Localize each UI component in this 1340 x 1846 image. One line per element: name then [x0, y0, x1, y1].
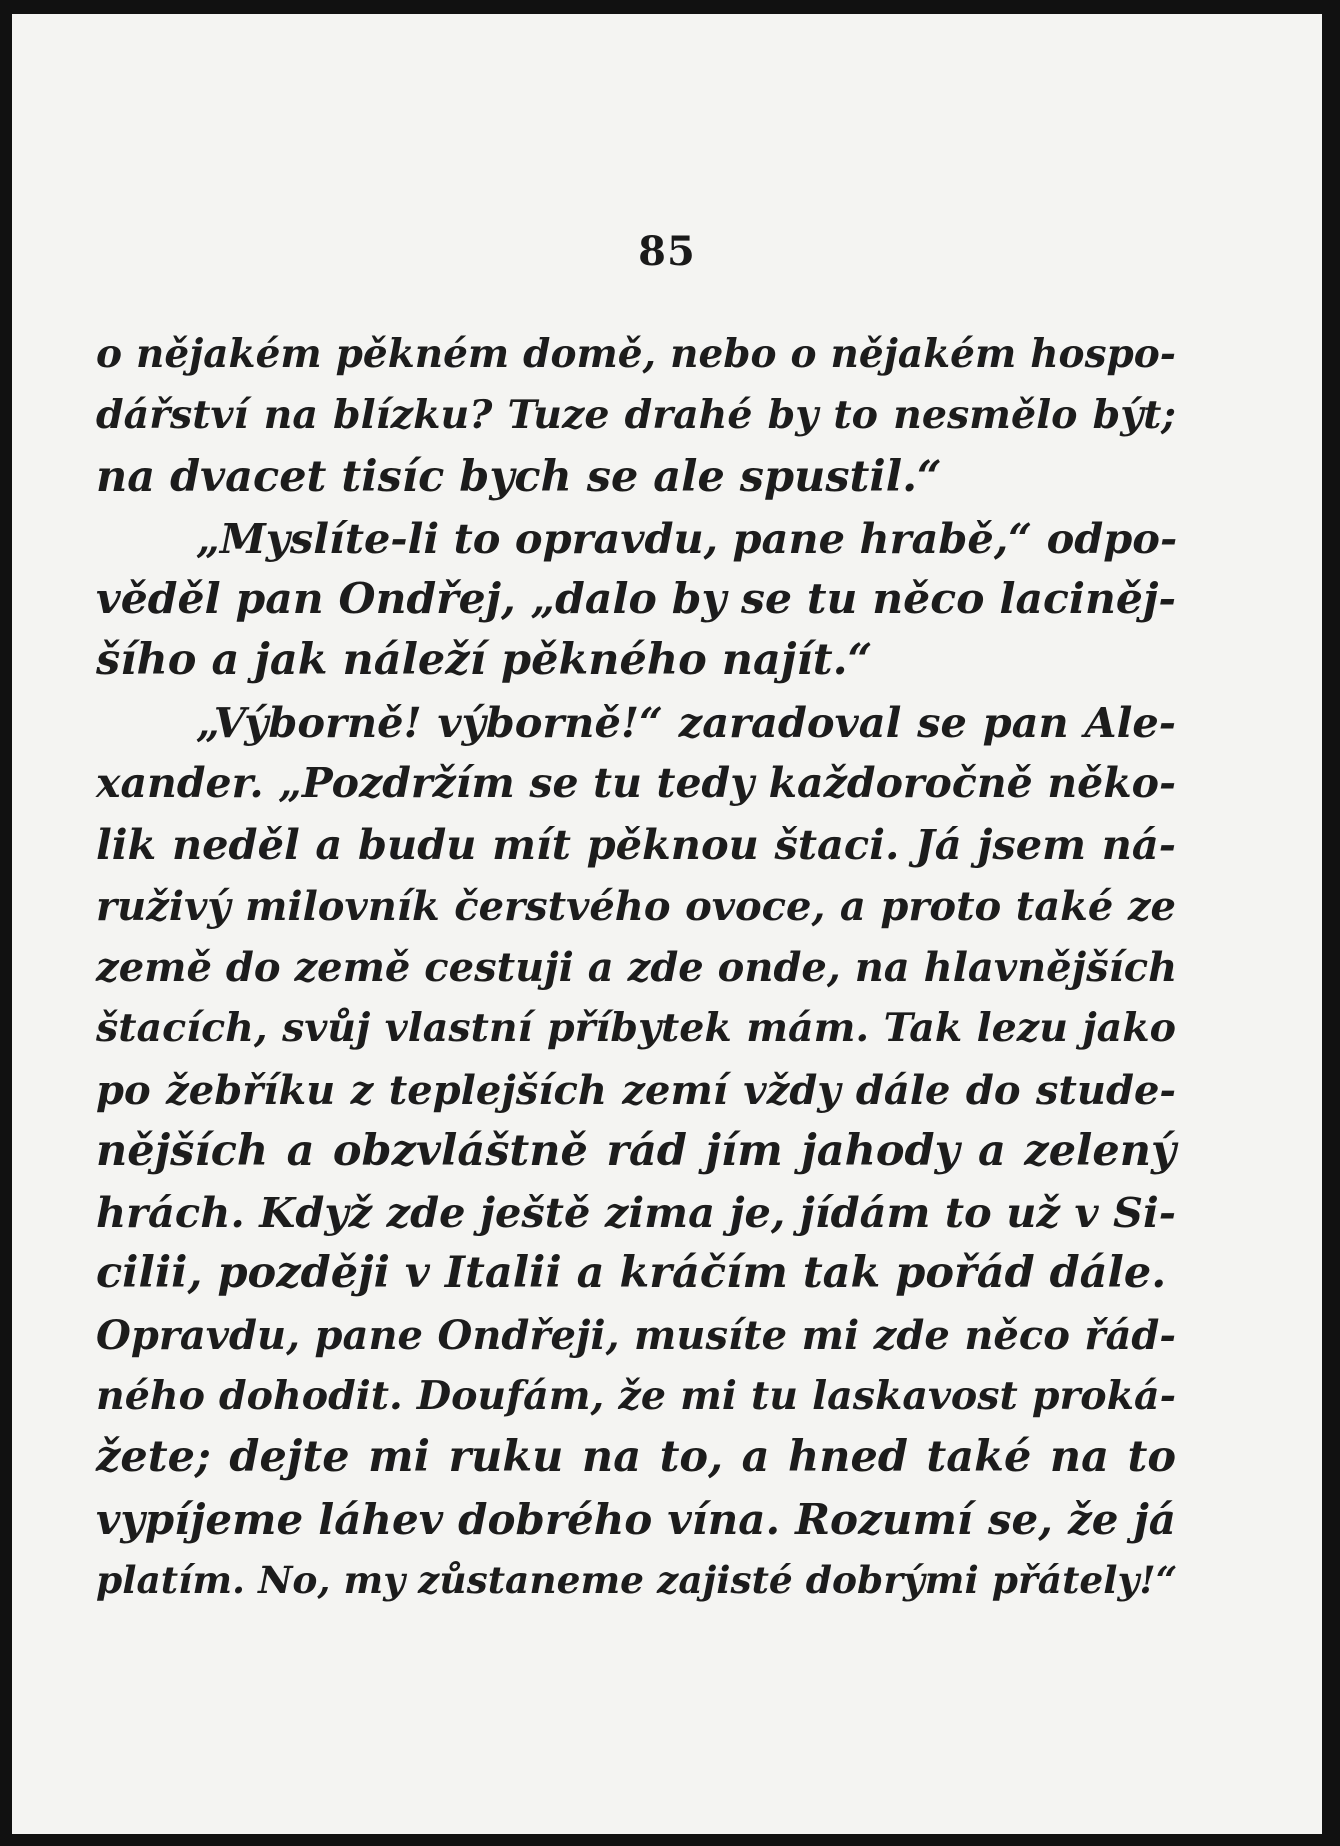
text-line: lik neděl a budu mít pěknou štaci. Já jsem ná-	[96, 820, 1176, 870]
text-line: platím. No, my zůstaneme zajisté dobrými přátely!“	[96, 1557, 1178, 1602]
book-page	[12, 14, 1322, 1834]
text-line: ruživý milovník čerstvého ovoce, a proto také ze	[96, 882, 1176, 930]
text-line: o nějakém pěkném domě, nebo o nějakém hospo-	[96, 331, 1176, 377]
text-line: žete; dejte mi ruku na to, a hned také na to	[96, 1432, 1176, 1483]
text-line: xander. „Pozdržím se tu tedy každoročně něko-	[96, 759, 1176, 808]
text-line: „Výborně! výborně!“ zaradoval se pan Ale-	[196, 697, 1176, 747]
text-line: cilii, později v Italii a kráčím tak pořád dále.	[96, 1248, 1167, 1299]
text-line: věděl pan Ondřej, „dalo by se tu něco laciněj-	[96, 574, 1176, 625]
text-line: po žebříku z teplejších zemí vždy dále do stude-	[96, 1066, 1176, 1114]
body-text	[96, 324, 1176, 1611]
text-line: na dvacet tisíc bych se ale spustil.“	[96, 451, 942, 502]
text-line: dářství na blízku? Tuze drahé by to nesmělo být;	[96, 392, 1176, 439]
text-line: hrách. Když zde ještě zima je, jídám to už v Si-	[96, 1188, 1176, 1238]
text-line: štacích, svůj vlastní příbytek mám. Tak lezu jako	[96, 1005, 1176, 1052]
text-line: ného dohodit. Doufám, že mi tu laskavost proká-	[96, 1373, 1176, 1420]
text-line: „Myslíte-li to opravdu, pane hrabě,“ odpo-	[196, 513, 1178, 563]
text-line: šího a jak náleží pěkného najít.“	[96, 635, 873, 686]
text-line: Opravdu, pane Ondřeji, musíte mi zde něco řád-	[96, 1311, 1176, 1359]
text-line: nějších a obzvláštně rád jím jahody a zelený	[96, 1125, 1176, 1176]
text-line: vypíjeme láhev dobrého vína. Rozumí se, že já	[96, 1494, 1176, 1544]
text-line: země do země cestuji a zde onde, na hlavnějších	[96, 943, 1178, 991]
page-number: 85	[638, 228, 696, 275]
